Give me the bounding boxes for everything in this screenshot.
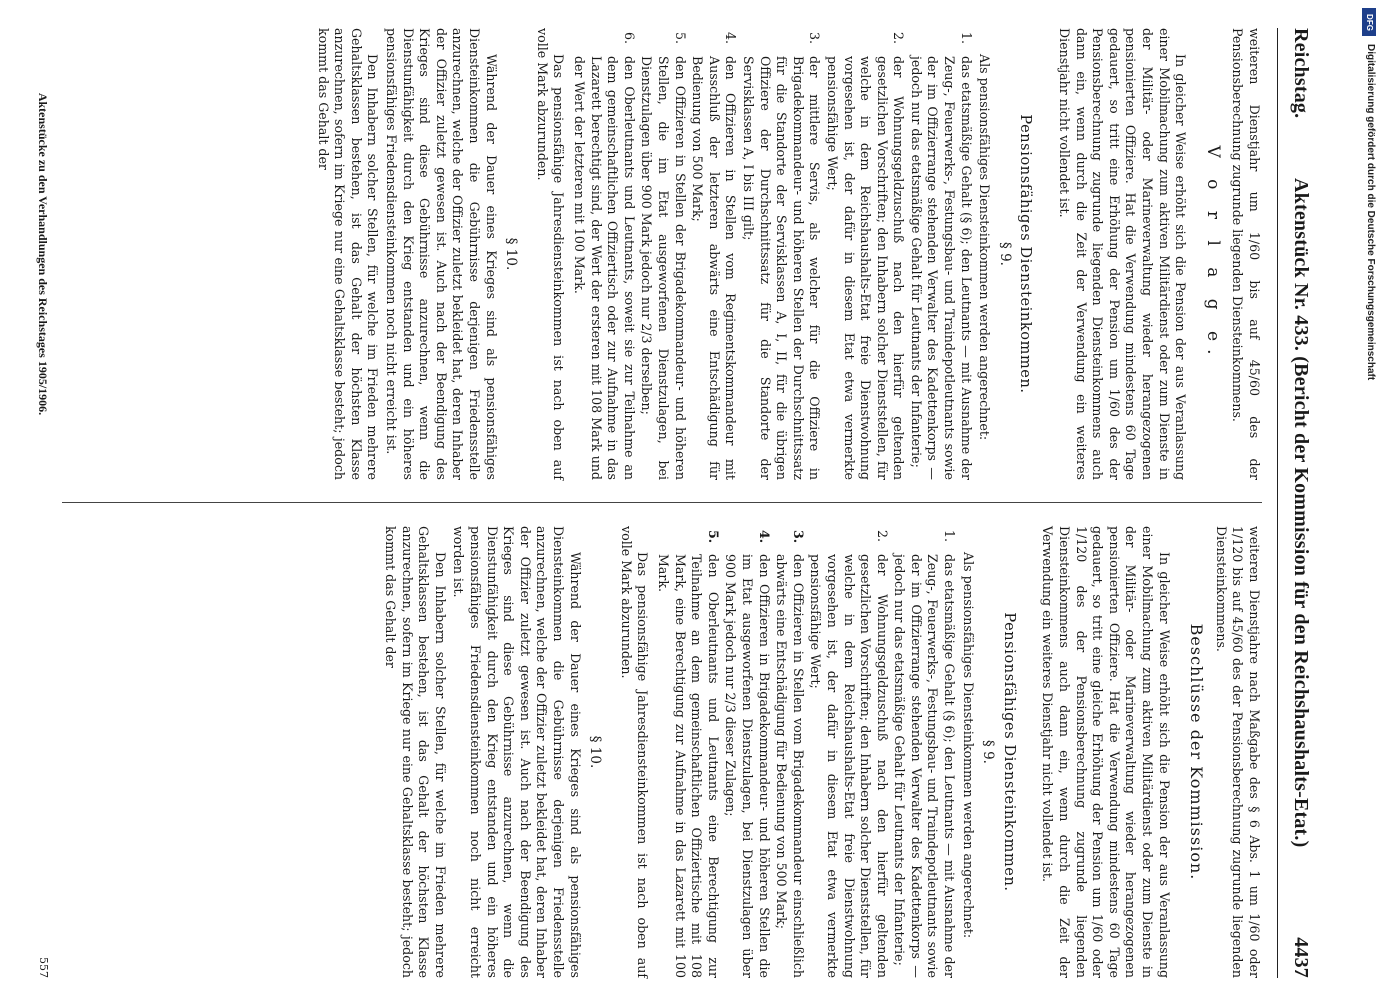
right-list-lead: Als pensionsfähiges Diensteinkommen werden angerechnet:: [960, 552, 976, 939]
left-section-10: § 10.: [503, 237, 520, 271]
list-item: 4. den Offizieren in Stellen vom Regimentskommandeur mit Ausschluß der letzteren abwärts eine Entschädigung für Bedienung von 500 Mark;: [690, 32, 739, 480]
left-list-lead: Als pensionsfähiges Diensteinkommen werden angerechnet:: [977, 54, 993, 441]
left-column-vorlage: [62, 28, 1262, 480]
list-item: 4. den Offizieren in Brigadekommandeur- und höheren Stellen die im Etat ausgeworfenen Dienstzulagen, bei Dienstzulagen über 900 Mark jedoch nur 2/3 dieser Zulagen;: [723, 530, 772, 978]
left-subheading: Pensionsfähiges Diensteinkommen.: [1017, 114, 1034, 394]
list-item: 1. das etatsmäßige Gehalt (§ 6); den Leutnants — mit Ausnahme der Zeug-, Feuerwerks-, Festungsbau- und Traindepotleutnants sowie der im Offizierrange stehenden Verwalter des Kadettenkorps — jedoch nur das etatsmäßige Gehalt für Leutnants der Infanterie;: [892, 530, 958, 978]
left-intro-paragraph: In gleicher Weise erhöht sich die Pension der aus Veranlassung einer Mobilmachung zum aktiven Militärdienst oder zum Dienste in der Militär- oder Marineverwaltung wieder herangezogenen pensionierten Offiziere. Hat die Verwendung mindestens 60 Tage gedauert, so tritt eine Erhöhung der Pension um 1/60 des der Pensionsberechnung zugrunde liegenden Diensteinkommens auch dann ein, wenn durch die Zeit der Verwendung ein weiteres Dienstjahr nicht vollendet ist.: [1057, 28, 1189, 480]
list-item: 6. den Oberleutnants und Leutnants, soweit sie zur Teilnahme an dem gemeinschaftlichen Offiziertisch oder zur Aufnahme in das Lazarett berechtigt sind, der Wert der ersteren mit 108 Mark und der Wert der letzteren mit 100 Mark.: [572, 32, 637, 480]
dfg-logo: DFG: [1362, 8, 1376, 36]
digitization-credit: [1362, 8, 1376, 998]
list-item: 5. den Oberleutnants und Leutnants eine Berechtigung zur Teilnahme an dem gemeinschaftlichen Offiziertische mit 108 Mark, eine Berechtigung zur Aufnahme in das Lazarett mit 100 Mark.: [656, 530, 721, 978]
left-section-9: § 9.: [996, 242, 1013, 266]
list-item: 3. den Offizieren in Stellen vom Brigadekommandeur einschließlich abwärts eine Entschädigung für Bedienung von 500 Mark;: [774, 530, 806, 978]
right-subheading: Pensionsfähiges Diensteinkommen.: [1000, 612, 1017, 892]
left-closing: Das pensionsfähige Jahresdiensteinkommen ist nach oben auf volle Mark abzurunden.: [534, 28, 567, 480]
right-section-10-para-2: Den Inhabern solcher Stellen, für welche im Frieden mehrere Gehaltsklassen bestehen, ist das Gehalt der höchsten Klasse anzurechnen, sofern im Kriege nur eine Gehaltsklasse besteht; jedoch kommt das Gehalt der: [383, 526, 448, 978]
digitization-credit-text: Digitalisierung gefördert durch die Deutsche Forschungsgemeinschaft: [1365, 44, 1376, 381]
document-page: [20, 28, 1320, 978]
footer-collection-note: Aktenstücke zu den Verhandlungen des Reichstages 1905/1906.: [36, 92, 50, 416]
right-intro-paragraph: In gleicher Weise erhöht sich die Pension der aus Veranlassung einer Mobilmachung zum aktiven Militärdienst oder zum Dienste in der Militär- oder Marineverwaltung wieder herangezogenen pensionierten Offiziere. Hat die Verwendung mindestens 60 Tage gedauert, so tritt eine gleiche Erhöhung der Pension um 1/60 oder 1/120 des der Pensionsberechnung zugrunde liegenden Diensteinkommens auch dann ein, wenn durch die Zeit der Verwendung ein weiteres Dienstjahr nicht vollendet ist.: [1040, 526, 1172, 978]
right-section-10-para-1: Während der Dauer eines Krieges sind als pensionsfähiges Diensteinkommen die Gebührnisse derjenigen Friedensstelle anzurechnen, welche der Offizier zuletzt bekleidet hat, deren Inhaber der Offizier zuletzt gewesen ist. Auch nach der Beendigung des Krieges sind diese Gebührnisse anzurechnen, wenn die Dienstunfähigkeit durch den Krieg entstanden und ein höheres pensionsfähiges Friedensdiensteinkommen noch nicht erreicht worden ist.: [451, 526, 583, 978]
right-section-9: § 9.: [980, 740, 997, 764]
footer-sheet-number: 557: [37, 957, 50, 978]
column-divider: [62, 502, 1262, 503]
left-column-title: V o r l a g e.: [1202, 145, 1223, 363]
list-item: 2. der Wohnungsgeldzuschuß nach den hierfür geltenden gesetzlichen Vorschriften; den Inhabern solcher Dienststellen, für welche in dem Reichshaushalts-Etat freie Dienstwohnung vorgesehen ist, der dafür in diesem Etat etwa vermerkte pensionsfähige Wert;: [808, 530, 890, 978]
right-column-title: Beschlüsse der Kommission.: [1187, 623, 1207, 881]
right-section-10: § 10.: [587, 735, 604, 769]
list-item: 2. der Wohnungsgeldzuschuß nach den hierfür geltenden gesetzlichen Vorschriften; den Inhabern solcher Dienststellen, für welche in dem Reichshaushalts-Etat freie Dienstwohnung vorgesehen ist, der dafür in diesem Etat etwa vermerkte pensionsfähige Wert;: [824, 32, 907, 480]
right-item-list: [654, 526, 957, 978]
left-intro-continuation: weiteren Dienstjahr um 1/60 bis auf 45/60 des der Pensionsberechnung zugrunde liegenden Diensteinkommens.: [1230, 28, 1262, 480]
left-item-list: [570, 28, 973, 480]
header-title: Aktenstück Nr. 433. (Bericht der Kommission für den Reichshaushalts-Etat.): [1290, 178, 1312, 848]
page-header: [1278, 28, 1312, 978]
right-intro-continuation: weiteren Dienstjahre nach Maßgabe des § 6 Abs. 1 um 1/60 oder 1/120 bis auf 45/60 des der Pensionsberechnung zugrunde liegenden Diensteinkommens.: [1213, 526, 1262, 978]
right-closing: Das pensionsfähige Jahresdiensteinkommen ist nach oben auf volle Mark abzurunden.: [618, 526, 651, 978]
left-section-10-para-1: Während der Dauer eines Krieges sind als pensionsfähiges Diensteinkommen die Gebührnisse derjenigen Friedensstelle anzurechnen, welche der Offizier zuletzt bekleidet hat, deren Inhaber der Offizier zuletzt gewesen ist. Auch nach der Beendigung des Krieges sind diese Gebührnisse anzurechnen, wenn die Dienstunfähigkeit durch den Krieg entstanden und ein höheres pensionsfähiges Friedensdiensteinkommen noch nicht erreicht ist.: [384, 28, 499, 480]
left-section-10-para-2: Den Inhabern solcher Stellen, für welche im Frieden mehrere Gehaltsklassen bestehen, ist das Gehalt der höchsten Klasse anzurechnen, sofern im Kriege nur eine Gehaltsklasse besteht; jedoch kommt das Gehalt der: [315, 28, 381, 480]
right-column-beschluesse: [62, 526, 1262, 978]
list-item: 3. der mittlere Servis, als welcher für die Offiziere in Brigadekommandeur- und höheren Stellen der Durchschnittssatz für die Standorte der Servisklassen A, I, II, für die übrigen Offiziere der Durchschnittssatz für die Standorte der Servisklassen A, I bis III gilt;: [740, 32, 823, 480]
page-number: 4437: [1290, 937, 1312, 978]
header-rule: [1277, 28, 1278, 978]
header-left: Reichstag.: [1290, 28, 1312, 119]
list-item: 1. das etatsmäßige Gehalt (§ 6); den Leutnants — mit Ausnahme der Zeug-, Feuerwerks-, Festungsbau- und Traindepotleutnants sowie der im Offizierrange stehenden Verwalter des Kadettenkorps — jedoch nur das etatsmäßige Gehalt für Leutnants der Infanterie;: [908, 32, 974, 480]
list-item: 5. den Offizieren in Stellen der Brigadekommandeur- und höheren Stellen, die im Etat ausgeworfenen Dienstzulagen, bei Dienstzulagen über 900 Mark jedoch nur 2/3 derselben;: [639, 32, 688, 480]
